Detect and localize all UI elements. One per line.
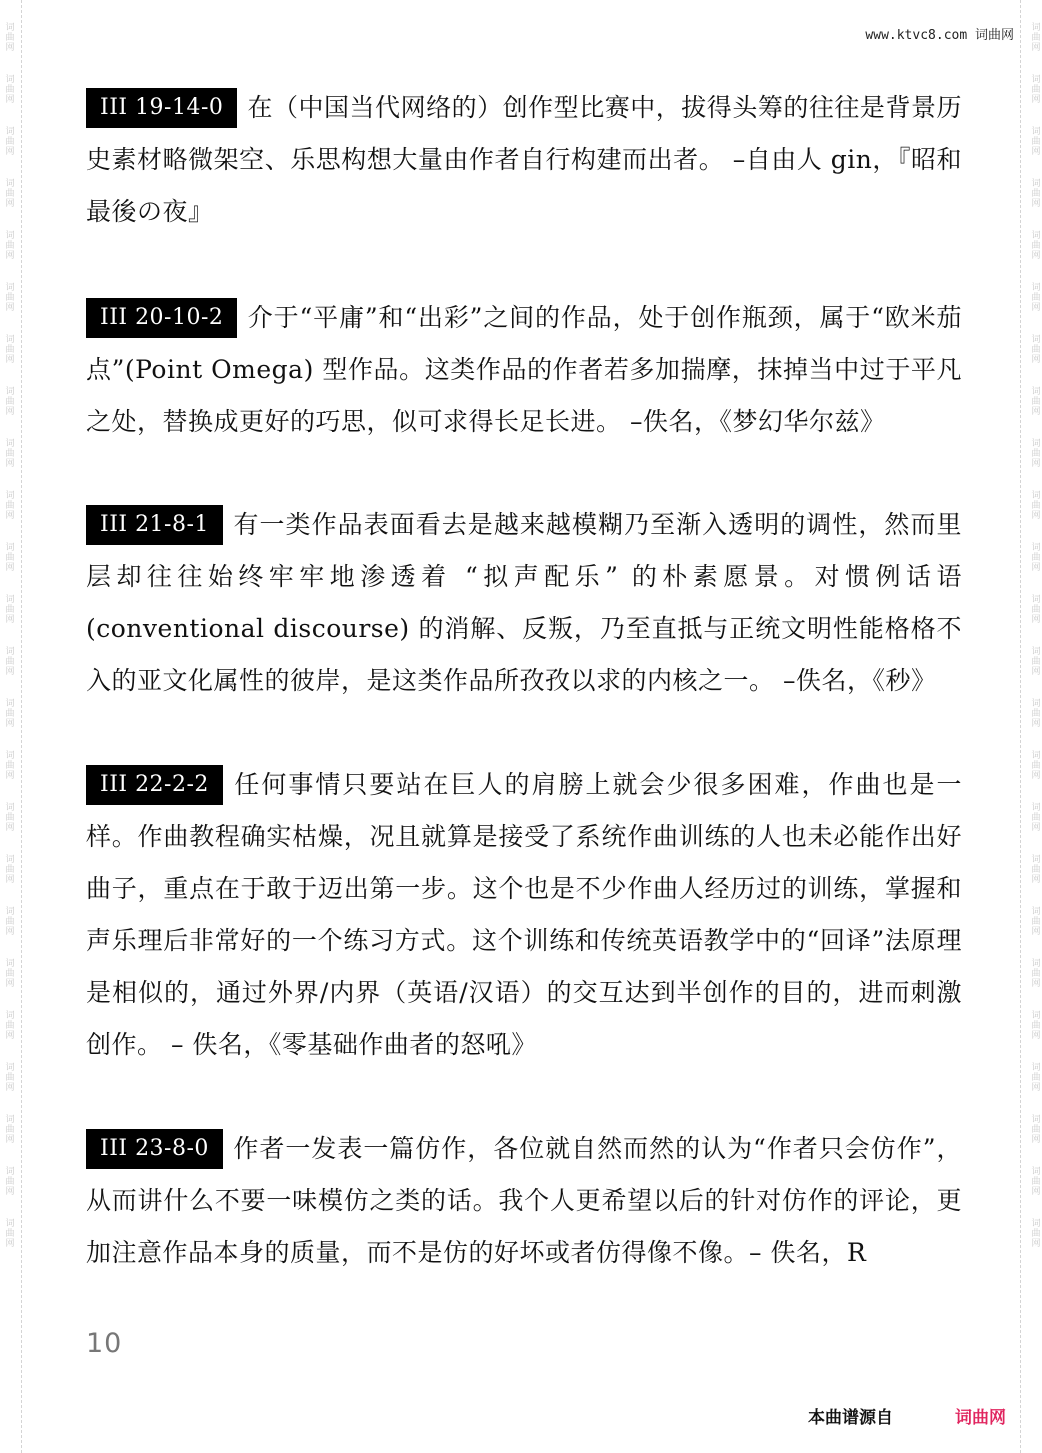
left-watermark-strip — [0, 0, 16, 1453]
side-watermark: 词曲网 — [1029, 958, 1040, 988]
side-watermark: 词曲网 — [3, 22, 14, 52]
side-watermark: 词曲网 — [3, 386, 14, 416]
entry-text: 有一类作品表面看去是越来越模糊乃至渐入透明的调性，然而里层却往往始终牢牢地渗透着 “拟声配乐” 的朴素愿景。对惯例话语 (conventional discourse) 的消解、反叛，乃至直抵与正统文明性能格格不入的亚文化属性的彼岸，是这类作品所孜孜以求的内核之一。 –佚名，《秒》 — [86, 510, 962, 695]
entry-body — [86, 1123, 962, 1279]
side-watermark: 词曲网 — [3, 854, 14, 884]
side-watermark: 词曲网 — [3, 542, 14, 572]
side-watermark: 词曲网 — [3, 750, 14, 780]
side-watermark: 词曲网 — [1029, 802, 1040, 832]
side-watermark: 词曲网 — [1029, 438, 1040, 468]
side-watermark: 词曲网 — [3, 334, 14, 364]
side-watermark: 词曲网 — [3, 646, 14, 676]
entry-tag: III 23-8-0 — [86, 1129, 223, 1169]
side-watermark: 词曲网 — [3, 126, 14, 156]
entry-text: 介于“平庸”和“出彩”之间的作品，处于创作瓶颈，属于“欧米茄点”(Point Omega) 型作品。这类作品的作者若多加揣摩，抹掉当中过于平凡之处，替换成更好的巧思，似可求得长足长进。 –佚名，《梦幻华尔兹》 — [86, 303, 962, 436]
side-watermark: 词曲网 — [3, 1218, 14, 1248]
side-watermark: 词曲网 — [1029, 1010, 1040, 1040]
entry-body — [86, 292, 962, 448]
side-watermark: 词曲网 — [1029, 750, 1040, 780]
side-watermark: 词曲网 — [1029, 646, 1040, 676]
entry-body — [86, 82, 962, 238]
side-watermark: 词曲网 — [3, 178, 14, 208]
side-watermark: 词曲网 — [3, 282, 14, 312]
side-watermark: 词曲网 — [3, 1166, 14, 1196]
entry-text: 作者一发表一篇仿作，各位就自然而然的认为“作者只会仿作”，从而讲什么不要一味模仿之类的话。我个人更希望以后的针对仿作的评论，更加注意作品本身的质量，而不是仿的好坏或者仿得像不像。– 佚名，R — [86, 1134, 962, 1267]
entry-paragraph — [86, 292, 962, 448]
side-watermark: 词曲网 — [3, 74, 14, 104]
entry-paragraph — [86, 1123, 962, 1279]
side-watermark: 词曲网 — [3, 906, 14, 936]
side-watermark: 词曲网 — [1029, 282, 1040, 312]
left-margin-rule — [21, 0, 22, 1453]
entry-tag: III 20-10-2 — [86, 298, 237, 338]
side-watermark: 词曲网 — [1029, 334, 1040, 364]
side-watermark: 词曲网 — [3, 438, 14, 468]
side-watermark: 词曲网 — [1029, 906, 1040, 936]
side-watermark: 词曲网 — [3, 490, 14, 520]
site-url-watermark: www.ktvc8.com 词曲网 — [865, 28, 1014, 43]
footer-source-label: 本曲谱源自 — [808, 1408, 893, 1428]
side-watermark: 词曲网 — [1029, 230, 1040, 260]
side-watermark: 词曲网 — [3, 594, 14, 624]
side-watermark: 词曲网 — [1029, 1114, 1040, 1144]
entry-tag: III 21-8-1 — [86, 505, 223, 545]
side-watermark: 词曲网 — [1029, 490, 1040, 520]
right-margin-rule — [1020, 0, 1021, 1453]
side-watermark: 词曲网 — [1029, 386, 1040, 416]
side-watermark: 词曲网 — [1029, 1218, 1040, 1248]
entry-text: 任何事情只要站在巨人的肩膀上就会少很多困难，作曲也是一样。作曲教程确实枯燥，况且就算是接受了系统作曲训练的人也未必能作出好曲子，重点在于敢于迈出第一步。这个也是不少作曲人经历过的训练，掌握和声乐理后非常好的一个练习方式。这个训练和传统英语教学中的“回译”法原理是相似的，通过外界/内界（英语/汉语）的交互达到半创作的目的，进而刺激创作。 – 佚名，《零基础作曲者的怒吼》 — [86, 770, 962, 1059]
entry-paragraph — [86, 499, 962, 707]
footer-site-label: 词曲网 — [955, 1408, 1006, 1428]
side-watermark: 词曲网 — [3, 802, 14, 832]
entry-tag: III 19-14-0 — [86, 88, 237, 128]
side-watermark: 词曲网 — [3, 1114, 14, 1144]
entry-text: 在（中国当代网络的）创作型比赛中，拔得头筹的往往是背景历史素材略微架空、乐思构想大量由作者自行构建而出者。 –自由人 gin，『昭和最後の夜』 — [86, 93, 962, 226]
side-watermark: 词曲网 — [1029, 1166, 1040, 1196]
side-watermark: 词曲网 — [1029, 22, 1040, 52]
side-watermark: 词曲网 — [1029, 1062, 1040, 1092]
side-watermark: 词曲网 — [3, 1010, 14, 1040]
page-number: 10 — [86, 1328, 123, 1359]
side-watermark: 词曲网 — [1029, 126, 1040, 156]
side-watermark: 词曲网 — [1029, 854, 1040, 884]
entry-body — [86, 759, 962, 1071]
side-watermark: 词曲网 — [1029, 542, 1040, 572]
entry-paragraph — [86, 82, 962, 238]
right-watermark-strip — [1026, 0, 1042, 1453]
side-watermark: 词曲网 — [3, 1062, 14, 1092]
entry-tag: III 22-2-2 — [86, 765, 223, 805]
side-watermark: 词曲网 — [3, 698, 14, 728]
side-watermark: 词曲网 — [1029, 594, 1040, 624]
entry-paragraph — [86, 759, 962, 1071]
entry-body — [86, 499, 962, 707]
side-watermark: 词曲网 — [1029, 74, 1040, 104]
side-watermark: 词曲网 — [3, 230, 14, 260]
side-watermark: 词曲网 — [3, 958, 14, 988]
side-watermark: 词曲网 — [1029, 178, 1040, 208]
side-watermark: 词曲网 — [1029, 698, 1040, 728]
